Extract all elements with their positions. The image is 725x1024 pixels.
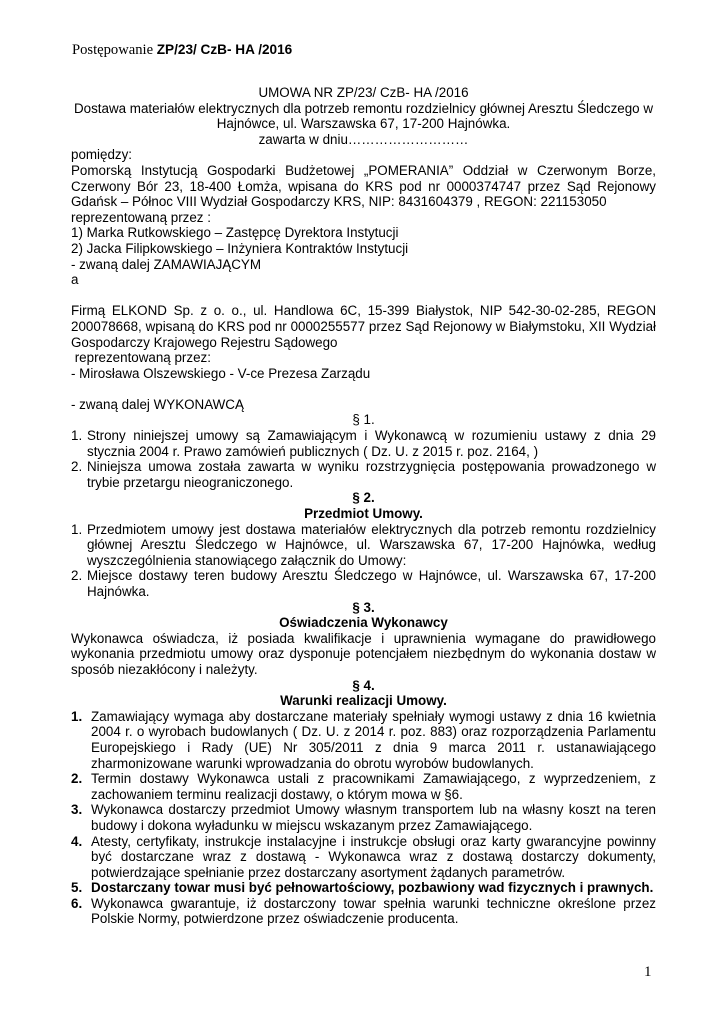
list-item-text: Przedmiotem umowy jest dostawa materiałów elektrycznych dla potrzeb remontu rozdzielnicy głównej Aresztu Śledczego w Hajnówce, ul. Warszawska 67, 17-200 Hajnówka, według wyszczególnienia stanowiącego załącznik do Umowy: <box>87 521 656 568</box>
party1-person-2: 2) Jacka Filipkowskiego – Inżyniera Kontraktów Instytucji <box>71 240 409 256</box>
list-item <box>71 459 656 490</box>
contract-subject: Dostawa materiałów elektrycznych dla potrzeb remontu rozdzielnicy głównej Aresztu Śledczego w Hajnówce, ul. Warszawska 67, 17-200 Hajnówka. <box>73 100 654 132</box>
list-item-number: 1. <box>71 428 83 444</box>
section-2-list <box>71 522 656 600</box>
list-item <box>71 771 656 802</box>
list-item-number: 5. <box>71 880 83 896</box>
list-item <box>71 834 656 881</box>
party1-called: - zwaną dalej ZAMAWIAJĄCYM <box>71 256 261 272</box>
header-case-number: ZP/23/ CzB- HA /2016 <box>156 42 293 57</box>
list-item <box>71 802 656 833</box>
between-label: pomiędzy: <box>71 147 133 163</box>
list-item-text: Atesty, certyfikaty, instrukcje instalacyjne i instrukcje obsługi oraz karty gwarancyjne powinny być dostarczane wraz z dostawą - Wykonawca wraz z dostawą dostarczy dokumenty, potwierdzające spełnianie przez dostarczany asortyment żądanych parametrów. <box>91 833 656 880</box>
document-body <box>71 85 656 927</box>
list-item <box>71 709 656 771</box>
party2-description: Firmą ELKOND Sp. z o. o., ul. Handlowa 6C, 15-399 Białystok, NIP 542-30-02-285, REGON 200078668, wpisaną do KRS pod nr 0000255577 przez Sąd Rejonowy w Białymstoku, XII Wydział Gospodarczy Krajowego Rejestru Sądowego <box>71 303 656 350</box>
and-label: a <box>71 272 79 288</box>
section-3-number: § 3. <box>352 599 375 615</box>
list-item <box>71 568 656 599</box>
list-item-number: 2. <box>71 771 83 787</box>
section-1-list <box>71 428 656 490</box>
list-item-text: Wykonawca dostarczy przedmiot Umowy własnym transportem lub na własny koszt na teren budowy i dokona wyładunku w miejscu wskazanym przez Zamawiającego. <box>91 802 656 833</box>
section-4-title: Warunki realizacji Umowy. <box>280 693 447 709</box>
header-prefix: Postępowanie <box>72 42 154 58</box>
list-item-number: 3. <box>71 802 83 818</box>
section-2-title: Przedmiot Umowy. <box>304 506 423 522</box>
party2-called: - zwaną dalej WYKONAWCĄ <box>71 396 244 412</box>
list-item-number: 2. <box>71 568 83 584</box>
list-item-text: Wykonawca gwarantuje, iż dostarczony towar spełnia warunki techniczne określone przez Polskie Normy, potwierdzone przez oświadczenie producenta. <box>91 895 656 927</box>
section-4-list <box>71 709 656 927</box>
section-1-number: § 1. <box>352 412 375 428</box>
list-item <box>71 896 656 927</box>
list-item-number: 4. <box>71 833 83 849</box>
section-4-number: § 4. <box>352 677 375 693</box>
list-item-text: Termin dostawy Wykonawca ustali z pracownikami Zamawiającego, z wyprzedzeniem, z zachowaniem terminu realizacji dostawy, o którym mowa w §6. <box>91 771 656 802</box>
party2-person-1: - Mirosława Olszewskiego - V-ce Prezesa Zarządu <box>71 365 371 381</box>
list-item-number: 1. <box>71 708 83 724</box>
list-item-number: 1. <box>71 521 83 537</box>
section-3-title: Oświadczenia Wykonawcy <box>279 615 448 631</box>
list-item <box>71 522 656 569</box>
page-number: 1 <box>644 964 652 980</box>
list-item <box>71 428 656 459</box>
list-item-text: Zamawiający wymaga aby dostarczane materiały spełniały wymogi ustawy z dnia 16 kwietnia 2004 r. o wyrobach budowlanych ( Dz. U. z 2014 r. poz. 883) oraz rozporządzenia Parlamentu Europejskiego i Rady (UE) Nr 305/2011 z dnia 9 marca 2011 r. ustanawiającego zharmonizowane warunki wprowadzania do obrotu wyrobów budowlanych. <box>91 708 656 771</box>
list-item-text: Niniejsza umowa została zawarta w wyniku rozstrzygnięcia postępowania prowadzonego w trybie przetargu nieograniczonego. <box>87 459 656 490</box>
list-item-number: 6. <box>71 895 83 911</box>
list-item-text: Miejsce dostawy teren budowy Aresztu Śledczego w Hajnówce, ul. Warszawska 67, 17-200 Hajnówka. <box>87 568 656 599</box>
list-item-text: Strony niniejszej umowy są Zamawiającym i Wykonawcą w rozumieniu ustawy z dnia 29 stycznia 2004 r. Prawo zamówień publicznych ( Dz. U. z 2015 r. poz. 2164, ) <box>87 428 656 459</box>
page-header <box>72 42 292 59</box>
party1-description: Pomorską Instytucją Gospodarki Budżetowej „POMERANIA” Oddział w Czerwonym Borze, Czerwony Bór 23, 18-400 Łomża, wpisana do KRS pod nr 0000374747 przez Sąd Rejonowy Gdańsk – Północ VIII Wydział Gospodarczy KRS, NIP: 8431604379 , REGON: 221153050 <box>71 162 656 210</box>
section-3-text: Wykonawca oświadcza, iż posiada kwalifikacje i uprawnienia wymagane do prawidłowego wykonania przedmiotu umowy oraz dysponuje potencjałem niezbędnym do wykonania dostaw w sposób niezakłócony i należyty. <box>71 630 656 677</box>
list-item-number: 2. <box>71 459 83 475</box>
party1-person-1: 1) Marka Rutkowskiego – Zastępcę Dyrektora Instytucji <box>71 225 399 241</box>
party2-represented-by: reprezentowaną przez: <box>71 350 211 366</box>
contract-title: UMOWA NR ZP/23/ CzB- HA /2016 <box>258 85 469 100</box>
list-item-text: Dostarczany towar musi być pełnowartościowy, pozbawiony wad fizycznych i prawnych. <box>91 880 654 896</box>
section-2-number: § 2. <box>352 490 375 506</box>
party1-represented-by: reprezentowaną przez : <box>71 209 211 225</box>
contract-concluded-date: zawarta w dniu……………………… <box>258 131 469 147</box>
list-item <box>71 880 656 896</box>
